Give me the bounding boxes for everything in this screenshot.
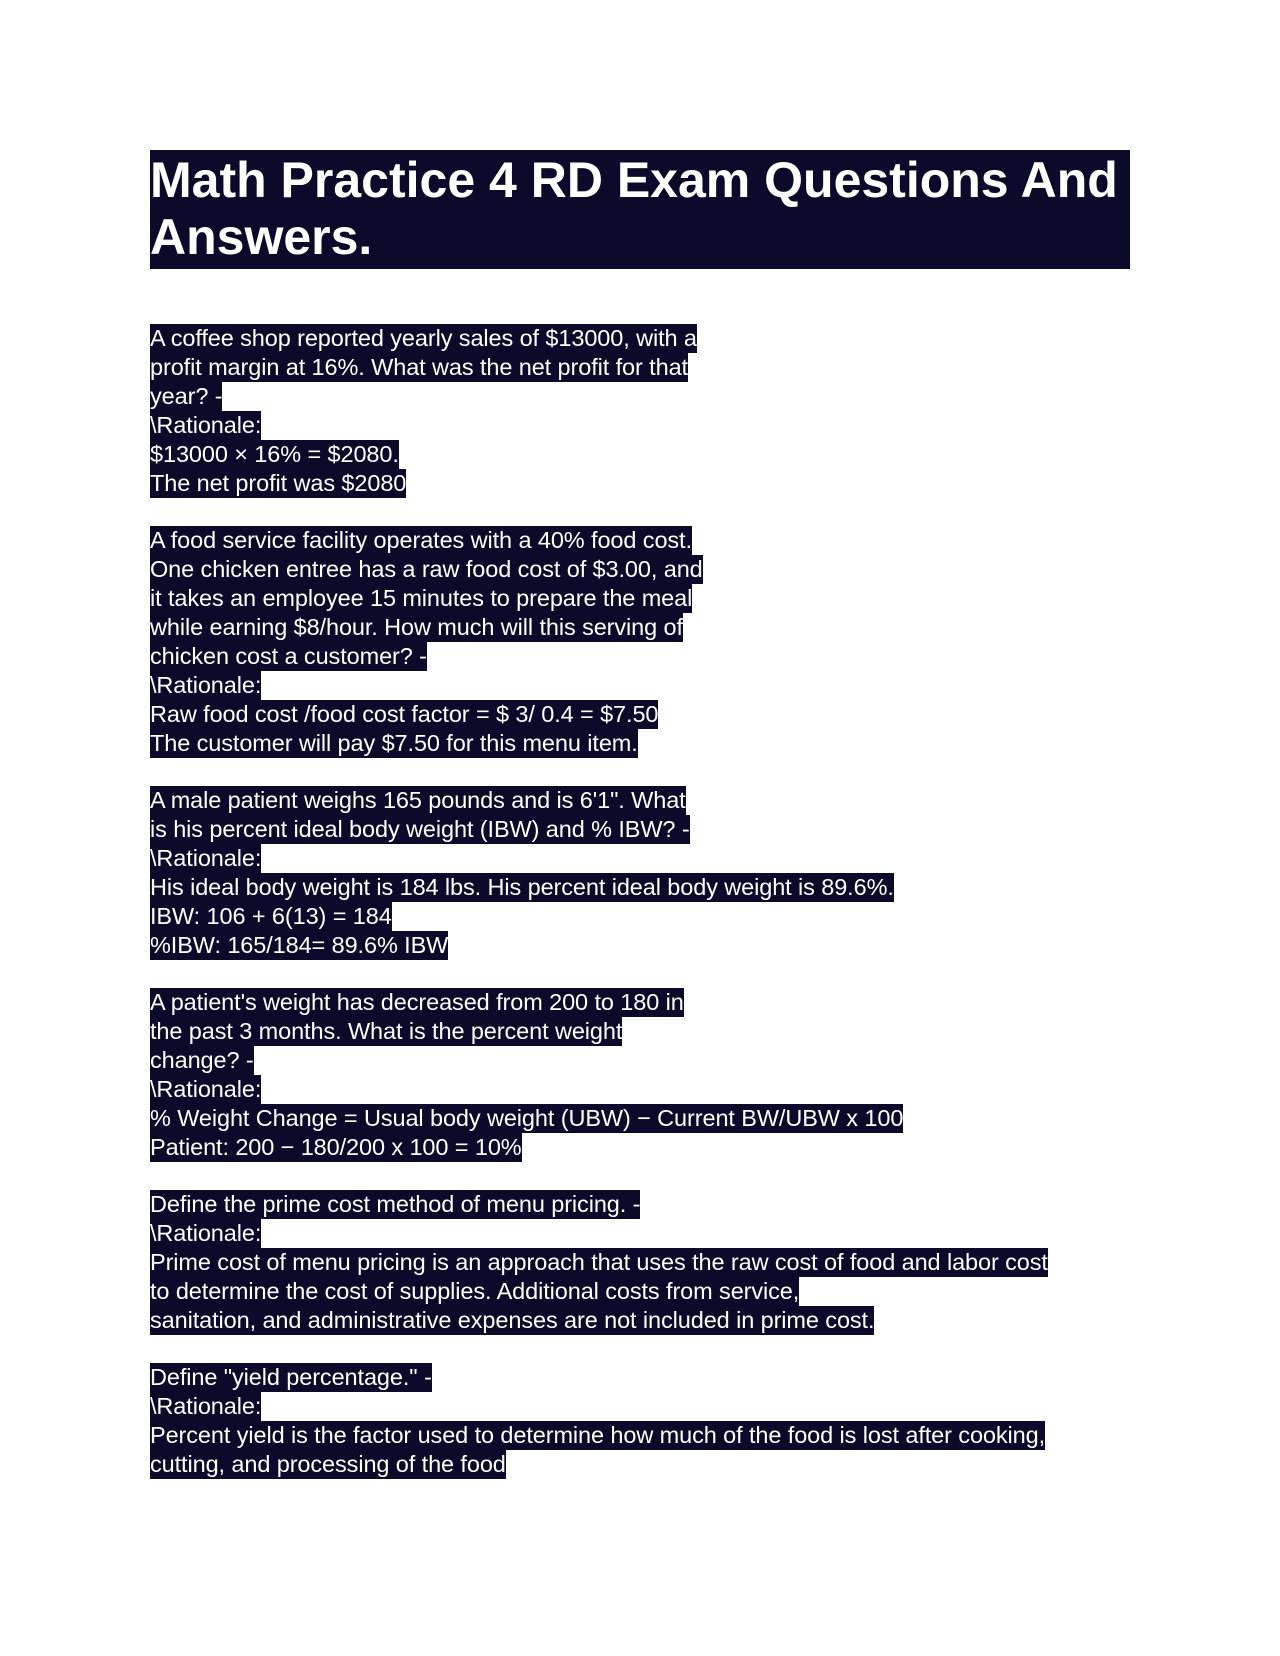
text-highlight: to determine the cost of supplies. Additional costs from service,	[150, 1278, 800, 1304]
text-highlight: chicken cost a customer? -	[150, 643, 427, 669]
text-highlight: \Rationale:	[150, 672, 262, 698]
text-highlight: One chicken entree has a raw food cost of $3.00, and	[150, 556, 703, 582]
answer-line	[150, 1248, 1130, 1277]
text-highlight: \Rationale:	[150, 845, 262, 871]
text-highlight: year? -	[150, 383, 223, 409]
text-highlight: cutting, and processing of the food	[150, 1451, 506, 1477]
rationale-label	[150, 1392, 1130, 1421]
text-highlight: %IBW: 165/184= 89.6% IBW	[150, 932, 449, 958]
answer-line	[150, 873, 1130, 902]
answer-line	[150, 1421, 1130, 1450]
question-line	[150, 382, 1130, 411]
title-line: Math Practice 4 RD Exam Questions And	[150, 152, 1118, 208]
text-highlight: \Rationale:	[150, 1076, 262, 1102]
text-highlight: The customer will pay $7.50 for this menu item.	[150, 730, 638, 756]
question-line	[150, 324, 1130, 353]
text-highlight: IBW: 106 + 6(13) = 184	[150, 903, 392, 929]
qa-list	[150, 324, 1130, 1479]
qa-item	[150, 324, 1130, 498]
text-highlight: Define the prime cost method of menu pricing. -	[150, 1191, 641, 1217]
rationale-label	[150, 1219, 1130, 1248]
text-highlight: is his percent ideal body weight (IBW) and % IBW? -	[150, 816, 690, 842]
text-highlight: Prime cost of menu pricing is an approach that uses the raw cost of food and labor cost	[150, 1249, 1048, 1275]
answer-line	[150, 1277, 1130, 1306]
text-highlight: A male patient weighs 165 pounds and is 6'1". What	[150, 787, 686, 813]
question-line	[150, 1363, 1130, 1392]
answer-line	[150, 469, 1130, 498]
text-highlight: \Rationale:	[150, 412, 262, 438]
answer-line	[150, 440, 1130, 469]
question-line	[150, 1017, 1130, 1046]
text-highlight: A food service facility operates with a 40% food cost.	[150, 527, 692, 553]
answer-line	[150, 902, 1130, 931]
text-highlight: The net profit was $2080	[150, 470, 407, 496]
answer-line	[150, 1450, 1130, 1479]
title-line: Answers.	[150, 209, 373, 265]
text-highlight: it takes an employee 15 minutes to prepare the meal	[150, 585, 693, 611]
question-line	[150, 988, 1130, 1017]
text-highlight: Raw food cost /food cost factor = $ 3/ 0.4 = $7.50	[150, 701, 659, 727]
text-highlight: Patient: 200 − 180/200 x 100 = 10%	[150, 1134, 522, 1160]
qa-item	[150, 1363, 1130, 1479]
answer-line	[150, 1306, 1130, 1335]
text-highlight: His ideal body weight is 184 lbs. His percent ideal body weight is 89.6%.	[150, 874, 894, 900]
question-line	[150, 526, 1130, 555]
text-highlight: Define "yield percentage." -	[150, 1364, 432, 1390]
text-highlight: % Weight Change = Usual body weight (UBW) − Current BW/UBW x 100	[150, 1105, 904, 1131]
document-page	[150, 150, 1130, 1507]
rationale-label	[150, 671, 1130, 700]
answer-line	[150, 931, 1130, 960]
qa-item	[150, 526, 1130, 758]
question-line	[150, 642, 1130, 671]
question-line	[150, 613, 1130, 642]
text-highlight: A coffee shop reported yearly sales of $13000, with a	[150, 325, 697, 351]
text-highlight: $13000 × 16% = $2080.	[150, 441, 399, 467]
qa-item	[150, 786, 1130, 960]
question-line	[150, 786, 1130, 815]
text-highlight: \Rationale:	[150, 1393, 262, 1419]
question-line	[150, 1190, 1130, 1219]
rationale-label	[150, 844, 1130, 873]
answer-line	[150, 700, 1130, 729]
text-highlight: while earning $8/hour. How much will this serving of	[150, 614, 683, 640]
text-highlight: sanitation, and administrative expenses are not included in prime cost.	[150, 1307, 875, 1333]
question-line	[150, 555, 1130, 584]
text-highlight: \Rationale:	[150, 1220, 262, 1246]
answer-line	[150, 729, 1130, 758]
text-highlight: the past 3 months. What is the percent weight	[150, 1018, 623, 1044]
question-line	[150, 1046, 1130, 1075]
qa-item	[150, 1190, 1130, 1335]
qa-item	[150, 988, 1130, 1162]
text-highlight: change? -	[150, 1047, 254, 1073]
question-line	[150, 584, 1130, 613]
text-highlight: profit margin at 16%. What was the net profit for that	[150, 354, 688, 380]
text-highlight: A patient's weight has decreased from 200 to 180 in	[150, 989, 684, 1015]
document-title	[150, 150, 1130, 269]
question-line	[150, 815, 1130, 844]
rationale-label	[150, 411, 1130, 440]
rationale-label	[150, 1075, 1130, 1104]
answer-line	[150, 1133, 1130, 1162]
question-line	[150, 353, 1130, 382]
answer-line	[150, 1104, 1130, 1133]
text-highlight: Percent yield is the factor used to determine how much of the food is lost after cooking,	[150, 1422, 1046, 1448]
